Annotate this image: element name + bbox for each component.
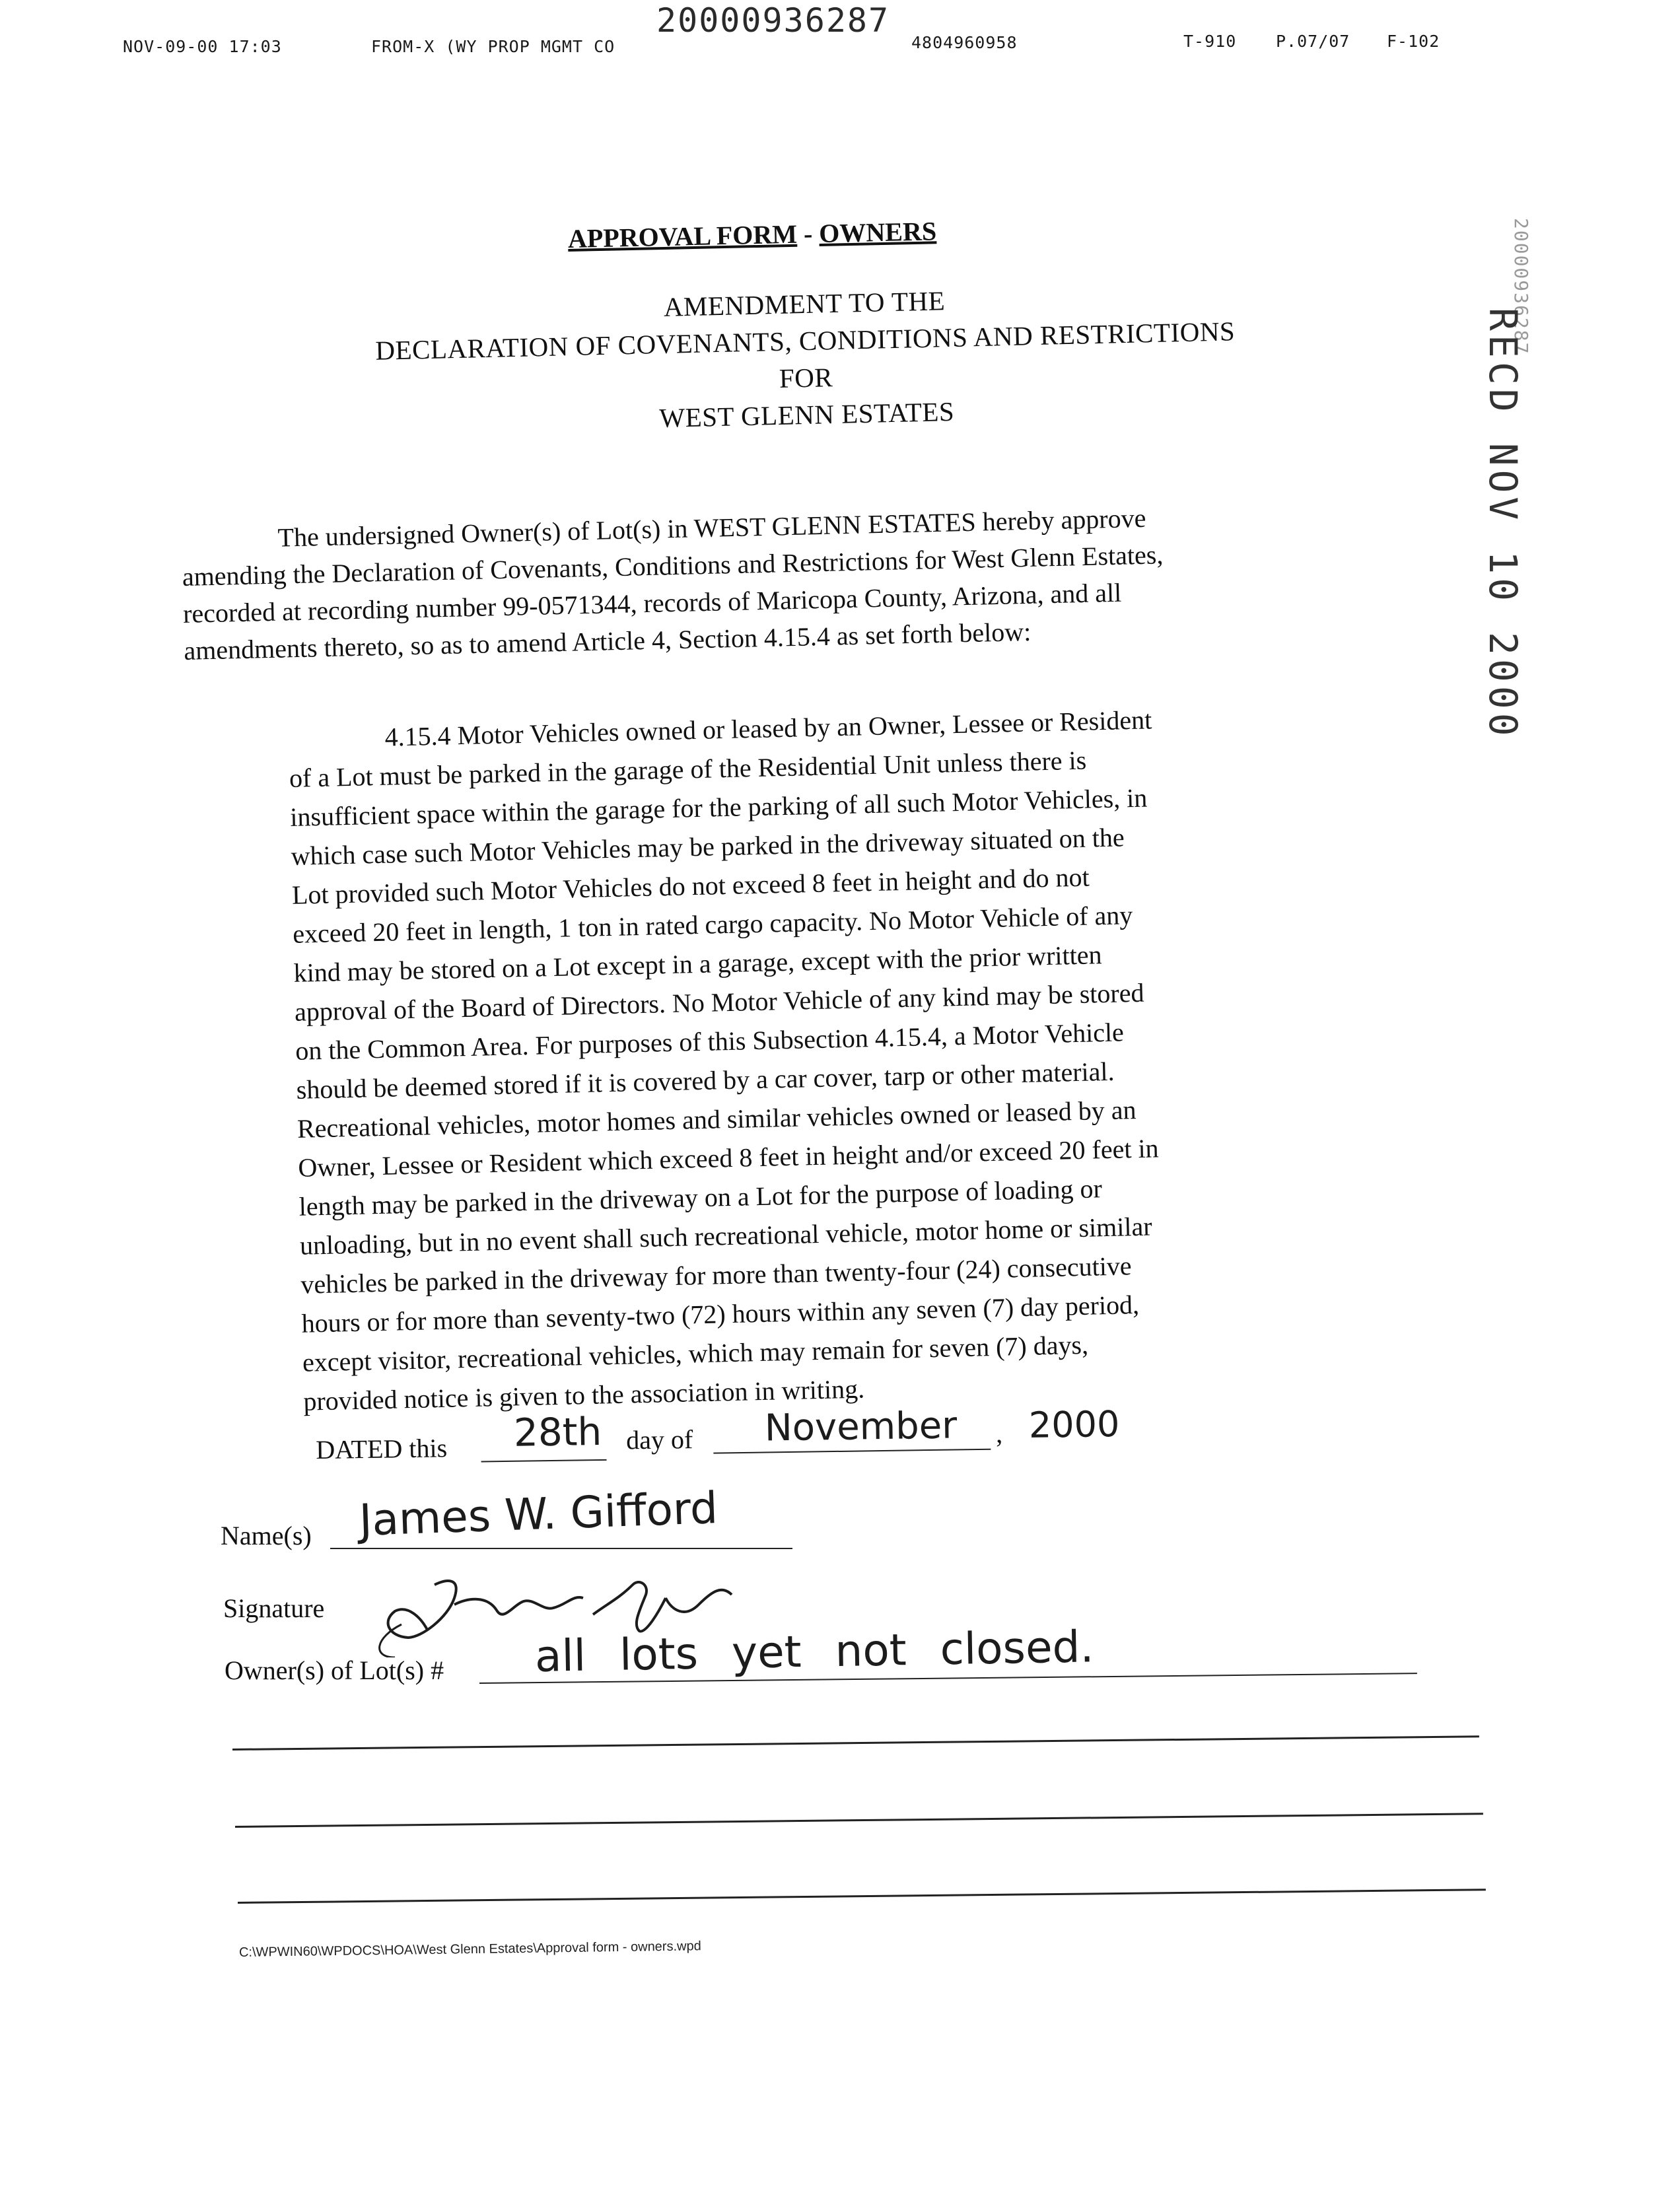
dated-comma: , xyxy=(995,1418,1003,1449)
intro-line-4: amendments thereto, so as to amend Article 4, Section 4.15.4 as set forth below: xyxy=(183,616,1032,666)
section-line-8: approval of the Board of Directors. No Motor Vehicle of any kind may be stored xyxy=(294,977,1144,1027)
heading-line-1: AMENDMENT TO THE xyxy=(663,285,946,322)
heading-line-3: FOR xyxy=(779,362,833,394)
document-number: 20000936287 xyxy=(656,1,890,40)
section-line-3: insufficient space within the garage for the parking of all such Motor Vehicles, in xyxy=(289,782,1148,832)
margin-document-number: 20000936287 xyxy=(1510,218,1532,355)
signature-label: Signature xyxy=(223,1593,325,1623)
file-path-footer: C:\WPWIN60\WPDOCS\HOA\West Glenn Estates\Approval form - owners.wpd xyxy=(238,1939,701,1960)
amendment-heading xyxy=(276,276,1336,448)
lots-value: all lots yet not closed. xyxy=(534,1621,1095,1682)
fax-f-code: F-102 xyxy=(1387,32,1440,51)
dated-middle: day of xyxy=(625,1424,693,1455)
name-row xyxy=(221,1479,881,1558)
fax-from: FROM-X (WY PROP MGMT CO xyxy=(371,37,615,56)
fax-page: P.07/07 xyxy=(1276,32,1350,51)
section-line-6: exceed 20 feet in length, 1 ton in rated cargo capacity. No Motor Vehicle of any xyxy=(292,900,1133,949)
section-line-5: Lot provided such Motor Vehicles do not exceed 8 feet in height and do not xyxy=(291,862,1090,910)
dated-year: 2000 xyxy=(1028,1403,1120,1446)
section-line-13: length may be parked in the driveway on a Lot for the purpose of loading or xyxy=(298,1173,1103,1222)
name-value: James W. Gifford xyxy=(358,1482,719,1546)
dated-month: November xyxy=(764,1404,958,1450)
blank-line-2 xyxy=(235,1813,1483,1828)
section-line-12: Owner, Lessee or Resident which exceed 8 feet in height and/or exceed 20 feet in xyxy=(297,1133,1160,1183)
intro-line-3: recorded at recording number 99-0571344, records of Maricopa County, Arizona, and all xyxy=(182,577,1122,629)
title-owners: OWNERS xyxy=(818,216,937,249)
lots-label: Owner(s) of Lot(s) # xyxy=(225,1655,444,1685)
day-underline xyxy=(481,1459,607,1463)
intro-paragraph xyxy=(181,499,1165,670)
name-label: Name(s) xyxy=(221,1521,312,1550)
blank-line-3 xyxy=(238,1889,1486,1904)
section-line-7: kind may be stored on a Lot except in a garage, except with the prior written xyxy=(293,940,1102,988)
section-line-9: on the Common Area. For purposes of this Subsection 4.15.4, a Motor Vehicle xyxy=(295,1017,1125,1066)
lots-row xyxy=(225,1621,1479,1704)
section-4-15-4 xyxy=(288,700,1168,1420)
section-line-18: provided notice is given to the association in writing. xyxy=(302,1373,865,1416)
section-line-11: Recreational vehicles, motor homes and similar vehicles owned or leased by an xyxy=(297,1095,1137,1144)
section-line-10: should be deemed stored if it is covered by a car cover, tarp or other material. xyxy=(296,1056,1115,1105)
dated-row xyxy=(315,1395,1174,1466)
heading-line-4: WEST GLENN ESTATES xyxy=(658,396,955,434)
blank-line-1 xyxy=(232,1735,1479,1751)
section-line-4: which case such Motor Vehicles may be parked in the driveway situated on the xyxy=(291,822,1125,871)
title-separator: - xyxy=(796,219,820,249)
month-underline xyxy=(713,1449,991,1454)
fax-datetime: NOV-09-00 17:03 xyxy=(123,37,282,56)
dated-day: 28th xyxy=(513,1408,602,1455)
received-stamp: RECD NOV 10 2000 xyxy=(1481,308,1525,740)
section-line-16: hours or for more than seventy-two (72) hours within any seven (7) day period, xyxy=(301,1289,1140,1338)
title-approval-form: APPROVAL FORM xyxy=(567,219,798,254)
dated-prefix: DATED this xyxy=(315,1433,448,1465)
name-underline xyxy=(330,1548,792,1549)
section-line-2: of a Lot must be parked in the garage of the Residential Unit unless there is xyxy=(289,745,1087,793)
section-line-14: unloading, but in no event shall such recreational vehicle, motor home or similar xyxy=(299,1211,1153,1261)
fax-phone: 4804960958 xyxy=(911,33,1018,52)
intro-line-1: The undersigned Owner(s) of Lot(s) in WEST GLENN ESTATES hereby approve xyxy=(277,503,1146,553)
section-line-15: vehicles be parked in the driveway for more than twenty-four (24) consecutive xyxy=(300,1251,1133,1300)
fax-t-code: T-910 xyxy=(1183,32,1237,51)
form-title xyxy=(568,215,937,254)
section-line-17: except visitor, recreational vehicles, which may remain for seven (7) days, xyxy=(302,1329,1089,1377)
intro-line-2: amending the Declaration of Covenants, Conditions and Restrictions for West Glenn Estates, xyxy=(182,539,1164,592)
section-line-1: 4.15.4 Motor Vehicles owned or leased by an Owner, Lessee or Resident xyxy=(384,705,1152,752)
heading-line-2: DECLARATION OF COVENANTS, CONDITIONS AND RESTRICTIONS xyxy=(374,316,1236,366)
